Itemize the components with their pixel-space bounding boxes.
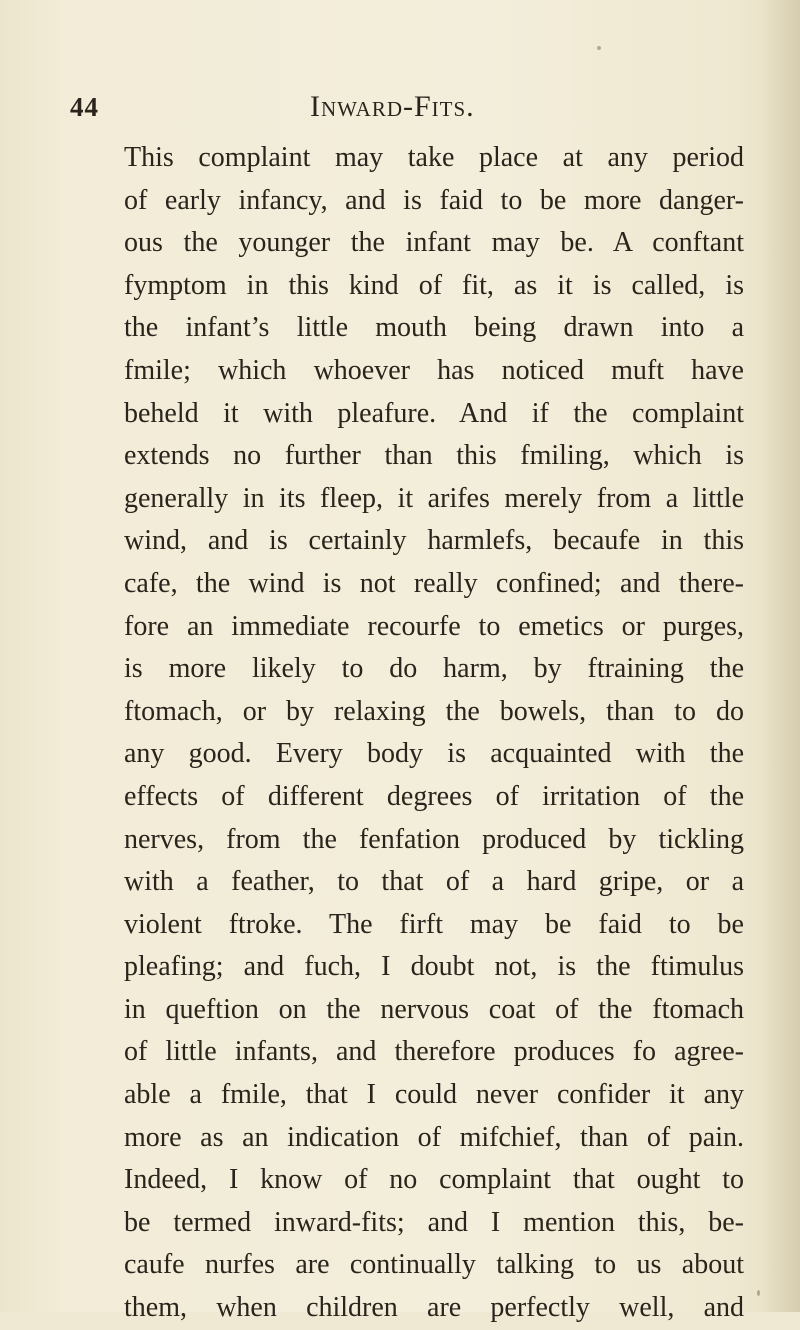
text-line: in queftion on the nervous coat of the ftomach: [124, 993, 744, 1025]
text-line: violent ftroke. The firft may be faid to be: [124, 908, 744, 940]
text-line: of little infants, and therefore produces fo agree-: [124, 1036, 744, 1068]
text-line: caufe nurfes are continually talking to us about: [124, 1249, 744, 1281]
text-line: is more likely to do harm, by ftraining the: [124, 653, 744, 685]
text-line: the infant’s little mouth being drawn into a: [124, 312, 744, 344]
text-line: be termed inward-fits; and I mention this, be-: [124, 1206, 744, 1238]
page-number: 44: [70, 92, 99, 122]
text-line: more as an indication of mifchief, than of pain.: [124, 1121, 744, 1153]
text-line: extends no further than this fmiling, which is: [124, 440, 744, 472]
text-line: wind, and is certainly harmlefs, becaufe in this: [124, 525, 744, 557]
text-line: nerves, from the fenfation produced by tickling: [124, 823, 744, 855]
text-line: cafe, the wind is not really confined; and there-: [124, 567, 744, 599]
text-line: fore an immediate recourfe to emetics or purges,: [124, 610, 744, 642]
running-title: Inward-Fits.: [310, 90, 475, 123]
text-line: generally in its fleep, it arifes merely from a little: [124, 482, 744, 514]
body-text: [124, 137, 744, 1330]
paper-speck: [757, 1290, 760, 1296]
text-line: pleafing; and fuch, I doubt not, is the ftimulus: [124, 951, 744, 983]
paper-speck: [597, 46, 601, 50]
text-line: ous the younger the infant may be. A conftant: [124, 227, 744, 259]
text-line: Indeed, I know of no complaint that ought to: [124, 1164, 744, 1196]
text-line: them, when children are perfectly well, and: [124, 1292, 744, 1324]
text-line: fmile; which whoever has noticed muft have: [124, 354, 744, 386]
text-line: with a feather, to that of a hard gripe, or a: [124, 866, 744, 898]
page-edge-shadow: [762, 0, 800, 1312]
text-line: effects of different degrees of irritation of the: [124, 780, 744, 812]
text-line: ftomach, or by relaxing the bowels, than to do: [124, 695, 744, 727]
text-line: This complaint may take place at any period: [124, 142, 744, 173]
running-head: [0, 92, 800, 126]
text-line: beheld it with pleafure. And if the complaint: [124, 397, 744, 429]
text-line: able a fmile, that I could never confider it any: [124, 1079, 744, 1111]
text-line: fymptom in this kind of fit, as it is called, is: [124, 269, 744, 301]
text-line: any good. Every body is acquainted with the: [124, 738, 744, 770]
text-line: of early infancy, and is faid to be more danger-: [124, 184, 744, 216]
